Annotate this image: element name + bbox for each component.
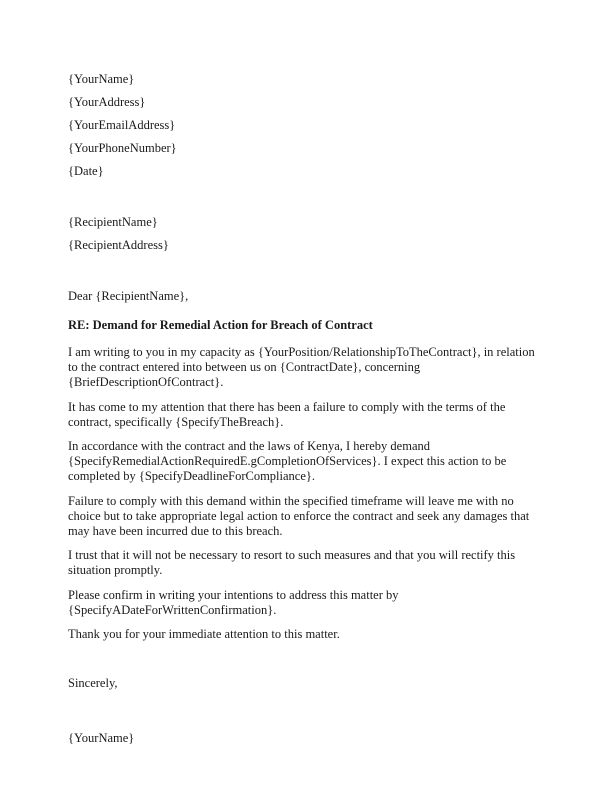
body-paragraph: I am writing to you in my capacity as {YourPosition/RelationshipToTheContract}, in relation to the contract entered into between us on {ContractDate}, concerning {BriefDescriptionOfContract}. xyxy=(68,345,535,390)
salutation-line: Dear {RecipientName}, xyxy=(68,289,189,303)
letter-body xyxy=(68,345,540,642)
sender-email: {YourEmailAddress} xyxy=(68,118,176,132)
body-paragraph: Failure to comply with this demand within the specified timeframe will leave me with no choice but to take appropriate legal action to enforce the contract and seek any damages that may have been incurred due to this breach. xyxy=(68,493,530,539)
body-paragraph: Please confirm in writing your intentions to address this matter by {SpecifyADateForWrittenConfirmation}. xyxy=(68,587,399,617)
closing-line: Sincerely, xyxy=(68,676,118,691)
sender-phone: {YourPhoneNumber} xyxy=(68,141,177,155)
sender-address: {YourAddress} xyxy=(68,95,146,109)
signature-name: {YourName} xyxy=(68,731,135,746)
body-paragraph: In accordance with the contract and the laws of Kenya, I hereby demand {SpecifyRemedialActionRequiredE.gCompletionOfServices}. I expect this action to be completed by {SpecifyDeadlineForCompliance}. xyxy=(68,439,507,484)
letter-content xyxy=(68,68,540,746)
recipient-address: {RecipientAddress} xyxy=(68,238,169,252)
subject-line: RE: Demand for Remedial Action for Breach of Contract xyxy=(68,318,373,332)
recipient-block xyxy=(68,211,540,257)
recipient-name: {RecipientName} xyxy=(68,215,158,229)
sender-letterhead-block xyxy=(68,68,540,183)
sender-name: {YourName} xyxy=(68,72,135,86)
body-paragraph: Thank you for your immediate attention to this matter. xyxy=(68,627,340,642)
letter-date: {Date} xyxy=(68,164,104,178)
body-paragraph: I trust that it will not be necessary to resort to such measures and that you will rectify this situation promptly. xyxy=(68,548,516,578)
body-paragraph: It has come to my attention that there has been a failure to comply with the terms of the contract, specifically {SpecifyTheBreach}. xyxy=(68,399,506,429)
